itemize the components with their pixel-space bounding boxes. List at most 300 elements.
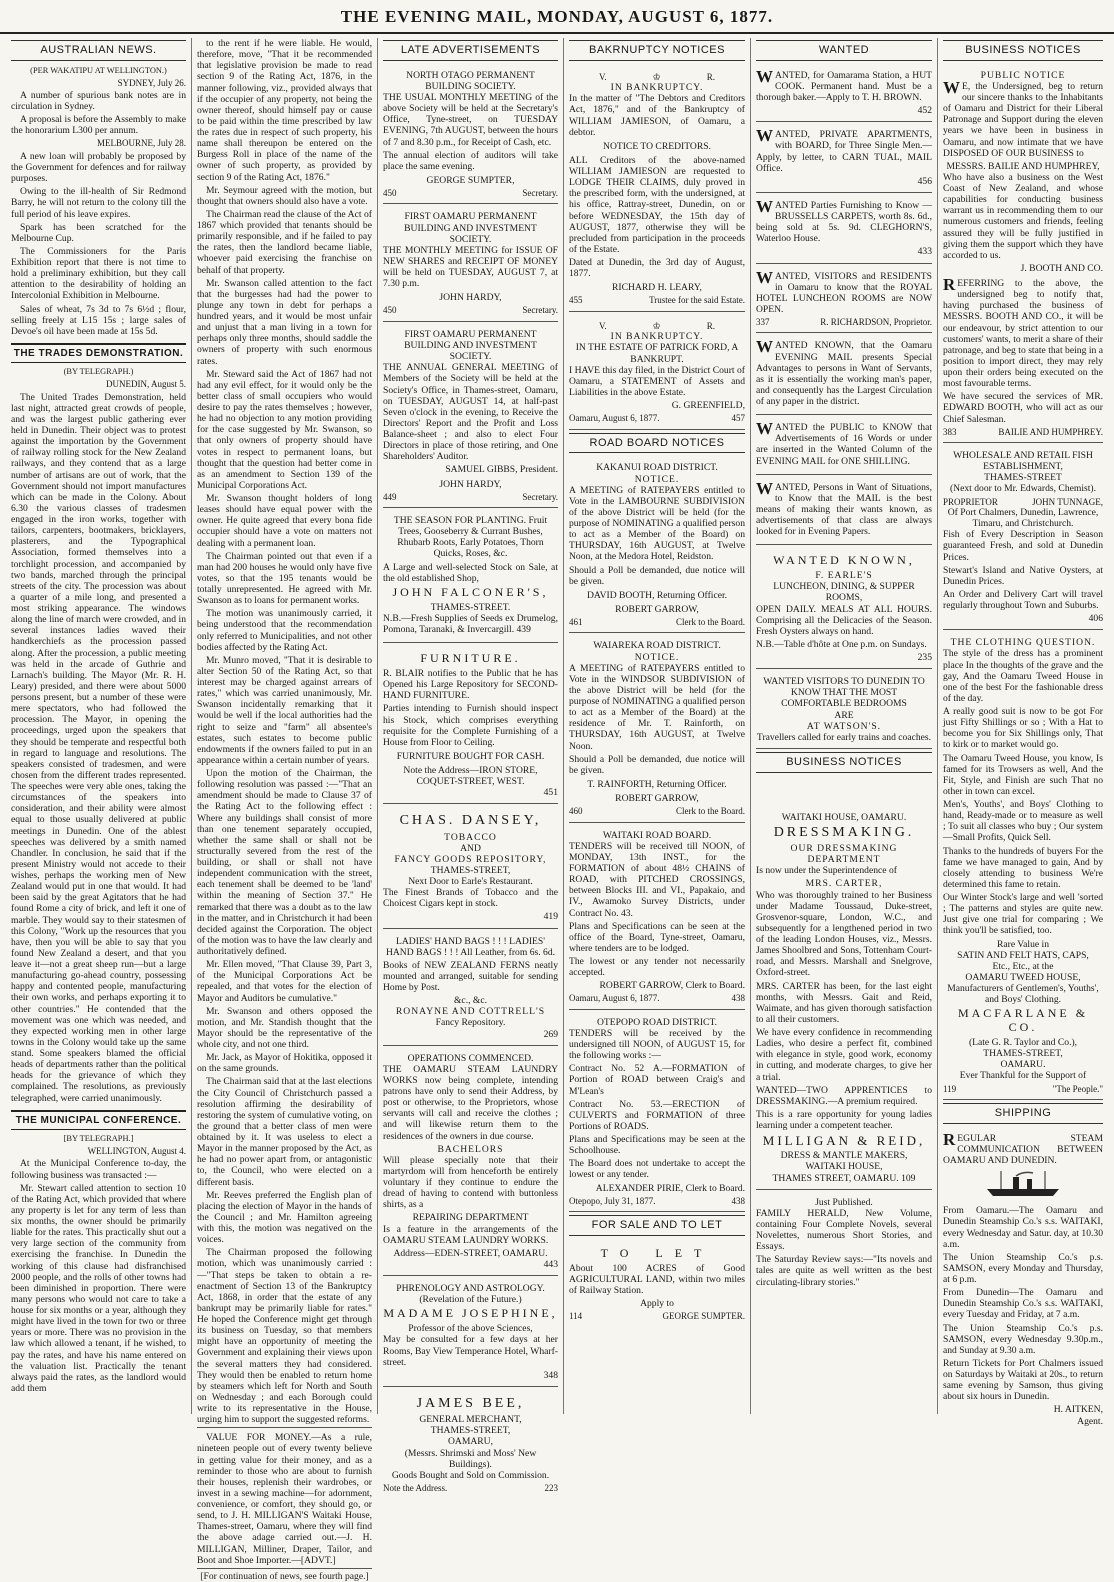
notice-signature: BAILIE AND HUMPHREY.: [998, 426, 1103, 437]
ad-title: CHAS. DANSEY,: [399, 813, 542, 829]
article-paragraph: Mr. Swanson thought holders of long leases should have equal power with the owner. He quite agreed that every bona fide occupier should have a vote on matters not dealing with a permanent loan.: [197, 493, 372, 549]
newspaper-title: THE EVENING MAIL, MONDAY, AUGUST 6, 1877.: [340, 7, 774, 26]
byline: (BY TELEGRAPH.): [63, 367, 134, 377]
ad-line: SATIN AND FELT HATS, CAPS,: [957, 949, 1089, 961]
ad-body: THE SEASON FOR PLANTING. Fruit Trees, Gooseberry & Currant Bushes, Rhubarb Roots, Early Potatoes, Thorn Quicks, Roses, &c.: [393, 515, 548, 560]
ad-street: THAMES-STREET: [984, 472, 1062, 484]
ad-title: LADIES' HAND BAGS ! ! ! LADIES' HAND BAGS ! ! ! All Leather, from 6s. 6d.: [385, 935, 556, 958]
ad-body: We have every confidence in recommending Ladies, who desire a perfect fit, combined with elegance in style, good work, economy in cutting, and moderate charges, to give her a trial.: [756, 1027, 932, 1083]
ad-signature: H. AITKEN,: [1053, 1404, 1103, 1416]
ad-family-herald: [756, 1193, 932, 1295]
dateline: MELBOURNE, July 28.: [96, 138, 186, 149]
ad-address: Note the Address—IRON STORE, COQUET-STREET, WEST.: [403, 765, 538, 788]
ad-line: AND: [460, 842, 481, 854]
royal-cipher-v: V.: [599, 71, 607, 82]
ad-line: Fancy Repository.: [435, 1017, 506, 1029]
ad-title: OPERATIONS COMMENCED.: [407, 1052, 534, 1064]
section-wanted: WANTED: [756, 40, 932, 61]
notice-number: 461: [569, 617, 583, 627]
ad-line: TOBACCO: [444, 831, 497, 843]
ad-number: 348: [543, 1369, 558, 1381]
article-paragraph: Mr. Swanson and others opposed the motion, and Mr. Standish thought that the Mayor should be the representative of the whole city, and not one third.: [197, 1005, 372, 1050]
ad-line: WAITAKI HOUSE,: [805, 1161, 883, 1173]
article-paragraph: The Chairman said that at the last elections the City Council of Christchurch passed a resolution affirming the desirability of restoring the system of cumulative voting, on the ground that a better class of men were obtained by it. It was useless to elect a Mayor in the manner proposed by the Act, as he had no power apart from, or antagonistic to, the Council, who were elected on a different basis.: [197, 1076, 372, 1188]
steamship-icon: [943, 1169, 1103, 1202]
ad-line: OAMARU.: [1000, 1059, 1046, 1071]
column-6: [938, 38, 1108, 1427]
article-paragraph: Mr. Seymour agreed with the motion, but thought that owners should also have a vote.: [197, 184, 372, 207]
column-2: [192, 38, 378, 1582]
section-business-notices-2: BUSINESS NOTICES: [943, 40, 1103, 61]
byline: [BY TELEGRAPH.]: [63, 1134, 134, 1144]
notice-body: Dated at Dunedin, the 3rd day of August, 1877.: [569, 257, 745, 280]
ad-subtitle: LUNCHEON, DINING, & SUPPER ROOMS,: [773, 581, 915, 604]
notice-body: The Board does not undertake to accept the lowest or any tender.: [569, 1158, 745, 1181]
ad-body: The Saturday Review says:—"Its novels and tales are quite as well written as the best circulating-library stories.": [756, 1254, 932, 1288]
ad-body: FAMILY HERALD, New Volume, containing Four Complete Novels, several Novelettes, numerous Short Stories, and Essays.: [756, 1207, 932, 1253]
royal-cipher-v: V.: [599, 320, 607, 331]
section-road-board-notices: ROAD BOARD NOTICES: [569, 433, 745, 454]
ad-line: &c., &c.: [453, 995, 488, 1007]
notice-footer-row: [569, 617, 745, 627]
ad-footer-row: [756, 317, 932, 327]
ad-name: MADAME JOSEPHINE,: [383, 1306, 558, 1321]
ad-number: 337: [756, 317, 770, 327]
ad-footer-row: [943, 1084, 1103, 1094]
wanted-carpets: [756, 196, 932, 264]
ad-body: An Order and Delivery Cart will travel regularly throughout Town and Suburbs.: [943, 588, 1103, 611]
ad-line: Etc., Etc., at the: [992, 960, 1054, 972]
notice-body: Plans and Specifications may be seen at the Schoolhouse.: [569, 1134, 745, 1157]
ad-line: Travellers called for early trains and coaches.: [756, 731, 932, 743]
ad-body: N.B.—Table d'hôte at One p.m. on Sundays.: [756, 638, 927, 650]
article-paragraph: Upon the motion of the Chairman, the following resolution was passed :—"That an amendment should be made to Clause 37 of the Rating Act to the following effect : Where any buildings shall consist of more than one tenement separately occupied, whether the same shall or shall not be structurally severed from the rest of the building, or shall or shall not have independent communication with the street, each tenement shall be deemed to be 'land' within the meaning of Section 37." He remarked that there was a doubt as to the law in the matter, and in Christchurch it had been decided against the Corporation. The object of the motion was to have the law clearly and authoritatively defined.: [197, 768, 372, 957]
notice-number: 455: [569, 295, 583, 306]
ad-line: Next Door to Earle's Restaurant.: [408, 876, 533, 888]
article-paragraph: Mr. Reeves preferred the English plan of placing the election of Mayor in the hands of the Council ; and Mr. Hamilton agreeing with this, the motion was negatived on the voices.: [197, 1189, 372, 1246]
ad-line: Goods Bought and Sold on Commission.: [391, 1469, 550, 1481]
ad-title: FIRST OAMARU PERMANENT BUILDING AND INVESTMENT SOCIETY.: [404, 211, 537, 245]
ad-name: AT WATSON'S.: [806, 720, 882, 732]
crest-icon: ♔: [652, 71, 661, 82]
article-paragraph: to the rent if he were liable. He would, therefore, move, "That it be recommended that legislative provision be made to read section 9 of the Rating Act, 1876, in the manner following, viz., provided always that if the occupier of any property, not being the owner thereof, should himself pay or cause to be paid within the time prescribed by law the rates due in respect of such property, his name shall thereupon be entered on the Burgess Roll in place of the name of the owner of such property, as provided by section 9 of the Rating Act, 1876.": [197, 38, 372, 183]
notice-signature: ROBERT GARROW,: [615, 793, 699, 805]
wanted-body: WANTED the PUBLIC to KNOW that Advertisements of 16 Words or under are inserted in the Wanted Column of the EVENING MAIL for ONE SHILLING.: [756, 419, 932, 467]
article-paragraph: Mr. Swanson called attention to the fact that the burgesses had had the power to plunge any town in debt for perhaps a hundred years, and it would be most unfair and unjust that a man living in a town for perhaps only three months, should saddle the owners of property with such enormous rates.: [197, 277, 372, 367]
article-paragraph: Sales of wheat, 7s 3d to 7s 6½d ; flour, selling freely at L15 15s ; large sales of Devoe's oil have been made at 15s 5d.: [11, 303, 186, 337]
ad-role: Secretary.: [522, 491, 558, 502]
ad-line: Apply to: [640, 1298, 674, 1310]
ad-to-let: [569, 1241, 745, 1327]
notice-court: IN BANKRUPTCY.: [610, 82, 704, 94]
ad-role: Secretary.: [522, 188, 558, 198]
notice-footer-row: [569, 993, 745, 1003]
ad-title: WAITAKI HOUSE, OAMARU.: [781, 811, 907, 823]
ad-first-oamaru-annual: [383, 325, 558, 508]
section-bankruptcy-notices: BAKRNUPTCY NOTICES: [569, 40, 745, 61]
notice-body: We have secured the services of MR. EDWARD BOOTH, who will act as our Chief Salesman.: [943, 391, 1103, 425]
poem-verse: The Oamaru Tweed House, you know, Is famed for its Trowsers as well, And the Fit, Style, and Finish are such That no other in town can excel.: [943, 752, 1103, 797]
ad-body: About 100 ACRES of Good AGRICULTURAL LAND, within two miles of Railway Station.: [569, 1262, 745, 1297]
ad-body: The annual election of auditors will take place the same evening.: [383, 149, 558, 172]
ad-body: From Dunedin—The Oamaru and Dunedin Steamship Co.'s s.s. WAITAKI, every Tuesday and Friday, at 7 a.m.: [943, 1287, 1103, 1321]
section-for-sale-and-to-let: FOR SALE AND TO LET: [569, 1215, 745, 1236]
page-columns: [0, 34, 1114, 1582]
ad-steam-communication: [943, 1129, 1103, 1432]
ad-body: Is a feature in the arrangements of the OAMARU STEAM LAUNDRY WORKS.: [383, 1223, 558, 1246]
notice-body: TENDERS will be received by the undersigned till NOON, of AUGUST 15, for the following works :—: [569, 1027, 745, 1062]
section-late-advertisements: LATE ADVERTISEMENTS: [383, 40, 558, 61]
article-paragraph: Mr. Munro moved, "That it is desirable to alter Section 50 of the Rating Act, so that interest may be charged against arrears of rates," which was carried unanimously, Mr. Swanson incidentally remarking that it would be well if the local authorities had the right to seize and "farm" all absentee's estates, such estates to become public endowments if the owners failed to put in an appearance within a certain number of years.: [197, 654, 372, 766]
ad-body: The Union Steamship Co.'s p.s. SAMSON, every Wednesday 9.30p.m., and Sunday at 9.30 a.m.: [943, 1322, 1103, 1356]
ad-waitaki-house-dressmaking: [756, 778, 932, 1190]
ad-body: The Finest Brands of Tobacco and the Choicest Cigars kept in stock.: [383, 887, 558, 910]
notice-body: Who have also a business on the West Coast of New Zealand, and whose capabilities for conducting business warrant us in recommending them to our numerous customers and friends, feeling assured they will be fully justified in giving them the support which they have accorded to us.: [943, 171, 1103, 261]
ad-north-otago-building-society: [383, 66, 558, 205]
section-shipping: SHIPPING: [943, 1103, 1103, 1124]
ad-address: Address—EDEN-STREET, OAMARU.: [393, 1247, 548, 1259]
article-paragraph: Owing to the ill-health of Sir Redmond Barry, he will not return to the colony till the full period of his leave expires.: [11, 186, 186, 220]
ad-body: May be consulted for a few days at her Rooms, Bay View Temperance Hotel, Wharf-street.: [383, 1334, 558, 1368]
notice-otepopo-road: [569, 1013, 745, 1212]
ad-role: Secretary.: [522, 305, 558, 316]
ad-title: THE CLOTHING QUESTION.: [950, 637, 1096, 649]
article-paragraph: The United Trades Demonstration, held last night, attracted great crowds of people, and was the largest public gathering ever held in Dunedin. Their object was to protest against the importation by the Government of railway rolling stock for the New Zealand railways, and they contend that as a large number of artisans are out of work, that the Government should not import manufactures which can be made in the Colony. About 6.30 the various classes of tradesmen engaged in the iron works, together with tailors, carpenters, bootmakers, bricklayers, plasterers, and the Typographical Association, formed themselves into a torchlight procession, and accompanied by two bands, marched through the principal streets of the city. The procession was about a quarter of a mile long, and presented a most striking appearance. The windows along the line of march were crowded, and in several instances ladies waved their handkerchiefs as the procession passed along. After the procession, a public meeting was held in the arcade of Guthrie and Larnach's building. The Mayor (Mr. R. H. Leary) presided, and there were about 5000 persons present, but a number of these were mere spectators, who had followed the procession. The Mayor, in opening the proceedings, urged upon the speakers that they should be temperate and respectful both in regard to language and resolutions. The speakers consisted of tradesmen, and were chosen from the different trades represented. The speeches were very able ones, taking the circumstances of the speakers into consideration, and their ability were almost equal to those usually delivered at public meetings in Dunedin. One of the ablest speeches was delivered by a smith named Chandler. In conclusion, he said that if the present Ministry would not accede to their wishes, perhaps the working men of New Zealand would put in one that would. It had been said by the great Agitators that he had found Rome a city of brick, and left it one of marble. They would say to their statesmen of this Colony, "Work up the resources that you have, then you will be able to say that you found New Zealand a desert, and that you leave it—not a great sheep run—but a large manufacturing go-ahead country, possessing happy and contented people, manufacturing their own works, and perhaps exporting it to other countries." He contended that the movement was one which was needed, and they expected working men in other large towns in the Colony would take up the same stand. Some speakers blamed the official heads of departments rather than the political heads for the grievance of which they complained. The resolutions, as previously telegraphed, were carried unanimously.: [11, 391, 186, 1104]
advertorial-paragraph: VALUE FOR MONEY.—As a rule, nineteen people out of every twenty believe in getting value for their money, and as a reminder to those who are about to furnish their houses, replenish their wardrobes, or invest in a sewing machine—for adornment, convenience, or comfort, they should go, or send, to J. H. MILLIGAN'S Waitaki House, Thames-street, Oamaru, where they will find the above adage carried out.—J. H. MILLIGAN, Milliner, Draper, Tailor, and Boot and Shoe Importer.—[ADVT.]: [197, 1427, 372, 1566]
column-3: [378, 38, 564, 1493]
poem-verse: A really good suit is now to be got For just Fifty Shillings or so ; With a Hat to become you for Six Shillings only, That to kirk or to market would go.: [943, 706, 1103, 751]
article-paragraph: The Chairman read the clause of the Act of 1867 which provided that tenants should be primarily responsible, and if he failed to pay the rates, then the landlord became liable, whoever paid exercising the franchise on behalf of that property.: [197, 208, 372, 276]
article-paragraph: A number of spurious bank notes are in circulation in Sydney.: [11, 89, 186, 113]
article-paragraph: A new loan will probably be proposed by the Government for defences and for railway purposes.: [11, 150, 186, 185]
wanted-watsons: [756, 672, 932, 749]
ad-street: THAMES-STREET,: [430, 864, 511, 876]
ad-fish-establishment: [943, 446, 1103, 630]
article-paragraph: Mr. Jack, as Mayor of Hokitika, opposed it on the same grounds.: [197, 1052, 372, 1075]
notice-subtitle: NOTICE.: [634, 473, 680, 485]
ad-footer-row: [383, 305, 558, 315]
wanted-body: WANTED, PRIVATE APARTMENTS, with BOARD, for Three Single Men.—Apply, by letter, to CARN TUAL, MAIL Office.: [756, 126, 932, 174]
ad-signature: JOHN HARDY,: [439, 292, 502, 304]
ad-body: Return Tickets for Port Chalmers issued on Saturdays by Waitaki at 20s., to return same evening by Samson, thus giving about six hours in Dunedin.: [943, 1357, 1103, 1403]
notice-footer-row: [569, 1196, 745, 1206]
article-paragraph: At the Municipal Conference to-day, the following business was transacted :—: [11, 1158, 186, 1181]
notice-role: Clerk to the Board.: [676, 806, 745, 817]
notice-signature: T. RAINFORTH, Returning Officer.: [587, 778, 727, 790]
notice-number: 457: [731, 413, 745, 424]
ad-number: 452: [917, 105, 932, 117]
ad-signature: JOHN HARDY,: [439, 478, 502, 490]
notice-footer-row: [569, 413, 745, 423]
article-paragraph: The motion was unanimously carried, it being understood that the recommendation only referred to Municipalities, and not other bodies affected by the Rating Act.: [197, 608, 372, 653]
dateline: SYDNEY, July 26.: [117, 77, 186, 88]
poem-verse: The style of the dress has a prominent place In the thoughts of the grave and the gay, And the Oamaru Tweed House in one of the best For the fashionable dress of the day.: [943, 648, 1103, 704]
notice-footer-row: [569, 806, 745, 816]
ad-subtitle: FURNITURE BOUGHT FOR CASH.: [396, 750, 545, 762]
ad-number: 451: [543, 787, 558, 799]
notice-title: NOTICE TO CREDITORS.: [603, 140, 711, 152]
ad-title: FURNITURE.: [420, 651, 521, 666]
ad-line: Professor of the above Sciences,: [408, 1323, 533, 1335]
notice-body: TENDERS will be received till NOON, of MONDAY, 13th INST., for the FORMATION of about 48½ CHAINS of ROAD, with PITCHED CROSSINGS, between Blocks III. and VI., Papakaio, and IV., Awamoko Survey Districts, under Contract No. 43.: [569, 840, 745, 919]
wanted-hut-cook: [756, 66, 932, 123]
ad-body: Is now under the Superintendence of: [756, 865, 897, 877]
ad-body: R. BLAIR notifies to the Public that he has Opened his Large Repository for SECOND-HAND FURNITURE.: [383, 668, 558, 702]
article-paragraph: Mr. Stewart called attention to section 10 of the Rating Act, which provided that where any property is let for any term of less than six months, the owner should be primarily liable for the rates. This practically shut out a very large section of the community from exercising the franchise. In Dunedin the working of this clause had disfranchised 2000 people, and the rolls of other towns had been diminished in proportion. There were many persons who would not care to take a house for six months or a year, although they might have lived in the town for two or three years or more. There was no provision in the law which allowed a tenant, if he wished, to pay the rates, and have his name entered on the valuation list. Practically the tenant always paid the rates, as the landlord would add them: [11, 1182, 186, 1394]
ad-number: 419: [543, 911, 558, 923]
ad-line: (Messrs. Shrimski and Moss' New Buildings).: [404, 1447, 537, 1470]
ad-planting-season: [383, 511, 558, 643]
ad-proprietor-row: [943, 497, 1103, 507]
ad-line: OAMARU TWEED HOUSE,: [965, 971, 1081, 983]
byline: (PER WAKATIPU AT WELLINGTON.): [30, 65, 167, 75]
notice-body: A MEETING of RATEPAYERS entitled to Vote in the LAMBOURNE SUBDIVISION of the above District will be held (for the purpose of NOMINATING a qualified person to act as a Member of the Board) on THURSDAY, 16th AUGUST, at Twelve Noon, at the Medora Hotel, Reidston.: [569, 484, 745, 563]
article-paragraph: Spark has been scratched for the Melbourne Cup.: [11, 221, 186, 244]
notice-signature: J. BOOTH AND CO.: [1020, 262, 1103, 274]
notice-signature: G. GREENFIELD,: [671, 400, 745, 412]
ad-first-oamaru-monthly: [383, 207, 558, 321]
ad-body: Will please specially note that their martyrdom will from henceforth be entirely voluntary if they continue to endure the dread of having to contend with buttonless shirts, as a: [383, 1154, 558, 1211]
royal-arms-row: [569, 72, 745, 82]
notice-date: Otepopo, July 31, 1877.: [569, 1195, 656, 1206]
ad-number: 449: [383, 491, 397, 502]
ad-line: FANCY GOODS REPOSITORY,: [394, 853, 547, 865]
wanted-body: WANTED, for Oamarama Station, a HUT COOK. Permanent hand. Must be a thorough baker.—Apply to T. H. BROWN.: [756, 66, 932, 103]
ad-number: 114: [569, 1311, 583, 1322]
notice-title: KAKANUI ROAD DISTRICT.: [596, 462, 718, 474]
ad-title: FIRST OAMARU PERMANENT BUILDING AND INVESTMENT SOCIETY.: [404, 328, 537, 363]
ad-number: 119: [943, 1083, 957, 1094]
ad-body: Fish of Every Description in Season guaranteed Fresh, and sold at Dunedin Prices.: [943, 529, 1103, 563]
section-australian-news: AUSTRALIAN NEWS.: [11, 40, 186, 61]
ad-line: Manufacturers of Gentlemen's, Youths', and Boys' Clothing.: [947, 983, 1099, 1006]
ad-name: JOHN FALCONER'S,: [392, 584, 549, 599]
ad-number: 433: [917, 246, 932, 258]
wanted-body: WANTED, VISITORS and RESIDENTS in Oamaru to know that the ROYAL HOTEL LUNCHEON ROOMS are NOW OPEN.: [756, 267, 932, 315]
ad-signature: R. RICHARDSON, Proprietor.: [820, 317, 932, 327]
ad-body: THE OAMARU STEAM LAUNDRY WORKS now being complete, intending patrons have only to send their Address, by post or otherwise, to the Proprietors, whose servants will call and receive the clothes ; and will likewise return them to the residences of the owners in due course.: [383, 1063, 558, 1142]
notice-number: 460: [569, 806, 583, 817]
notice-title: PUBLIC NOTICE: [980, 69, 1066, 81]
poem-verse: Our Winter Stock's large and well 'sorted ; The patterns and styles are quite new. Just give one trial for comparing ; We think you'll be satisfied, too.: [943, 892, 1103, 937]
ad-title: NORTH OTAGO PERMANENT BUILDING SOCIETY.: [406, 69, 535, 92]
ad-line: (Next door to Mr. Edwards, Chemist).: [949, 483, 1097, 495]
royal-arms-row: [569, 321, 745, 331]
notice-waiareka-road: [569, 636, 745, 822]
notice-role: Trustee for the said Estate.: [649, 295, 745, 306]
ad-name: JAMES BEE,: [416, 1395, 525, 1411]
ad-line: Ever Thankful for the Support of: [959, 1070, 1087, 1082]
ad-body: WANTED—TWO APPRENTICES to DRESSMAKING.—A premium required.: [756, 1084, 932, 1107]
ad-heading: DRESSMAKING.: [773, 824, 915, 840]
notice-body: REFERRING to the above, the undersigned beg to notify that, having purchased the business of MESSRS. BOOTH AND CO., it will be our endeavour, by strict attention to our customers' wants, to merit a share of their patronage, and beg to state that being in a position to import direct, they may rely upon their orders being executed on the most favourable terms.: [943, 275, 1103, 390]
ad-phrenology: [383, 1279, 558, 1387]
ad-title: PHRENOLOGY AND ASTROLOGY.: [396, 1283, 545, 1295]
ad-line: Of Port Chalmers, Dunedin, Lawrence, Timaru, and Christchurch.: [947, 507, 1099, 530]
headline-trades-demonstration: THE TRADES DEMONSTRATION.: [11, 343, 186, 364]
wanted-body: WANTED KNOWN, that the Oamaru EVENING MAIL presents Special Advantages to persons in Want of Servants, as it is essentially the working man's paper, and consequently has the Largest Circulation of any paper in the district.: [756, 337, 932, 408]
ad-title: TO LET: [600, 1245, 714, 1260]
masthead: [0, 0, 1114, 34]
ad-number: 456: [917, 175, 932, 187]
article-paragraph: Mr. Ellen moved, "That Clause 39, Part 3, of the Municipal Corporations Act be repealed, and that votes for the election of Mayor and Auditors be cumulative.": [197, 959, 372, 1004]
ad-line: OAMARU,: [447, 1436, 494, 1448]
notice-title: IN THE ESTATE OF PATRICK FORD, A BANKRUPT.: [575, 342, 739, 365]
ad-body: Books of NEW ZEALAND FERNS neatly mounted and arranged, suitable for sending Home by Post.: [383, 959, 558, 994]
ad-subtitle: (Revelation of the Future.): [419, 1294, 522, 1306]
royal-cipher-r: R.: [706, 320, 715, 331]
ad-body: MRS. CARTER has been, for the last eight months, with Messrs. Gait and Reid, Waimate, and has given thorough satisfaction to all their customers.: [756, 980, 932, 1025]
wanted-body: WANTED, Persons in Want of Situations, to Know that the MAIL is the best means of making their wants known, as advertisements of that class are always looked for in Evening Papers.: [756, 478, 932, 538]
crest-icon: ♔: [652, 320, 661, 331]
ad-line: (Late G. R. Taylor and Co.),: [968, 1037, 1078, 1049]
ad-name: JOHN TUNNAGE,: [1032, 496, 1103, 507]
ad-name: RONAYNE AND COTTRELL'S: [395, 1006, 546, 1018]
ad-body: A Large and well-selected Stock on Sale, at the old established Shop,: [383, 561, 558, 584]
column-4: [564, 38, 751, 1414]
ad-furniture: [383, 646, 558, 804]
ad-subtitle: REPAIRING DEPARTMENT: [412, 1212, 529, 1224]
notice-body: A MEETING of RATEPAYERS entitled to Vote in the WINDSOR SUBDIVISION of the above District will be held (for the purpose of NOMINATING a qualified person to act as a Member of the Board) at the residence of Mr. T. Rainforth, on THURSDAY, 16th AUGUST, at Twelve Noon.: [569, 662, 745, 752]
notice-kakanui-road: [569, 458, 745, 633]
notice-title: WAITAKI ROAD BOARD.: [602, 829, 712, 841]
continuation-note: [For continuation of news, see fourth page.]: [197, 1568, 372, 1582]
ad-james-bee: [383, 1390, 558, 1498]
ad-body: Who was thoroughly trained to her Business under Madame Toussaud, Duke-street, Grosvenor-square, London, W.C., and subsequently for a lengthened period in two of the leading London Houses, viz., Messrs. James Shoolbred and Sons, Tottenham Court-road, and Messrs. Marshall and Snelgrove, Oxford-street.: [756, 889, 932, 979]
ad-number: 450: [383, 188, 397, 198]
column-1: [6, 38, 192, 1414]
ad-address: THAMES STREET, OAMARU. 109: [772, 1172, 916, 1184]
ad-signature: GEORGE SUMPTER.: [662, 1311, 745, 1322]
headline-municipal-conference: THE MUNICIPAL CONFERENCE.: [11, 1110, 186, 1131]
ad-footer-row: [569, 1311, 745, 1321]
wanted-royal-hotel: [756, 267, 932, 334]
notice-body: Contract No. 53.—ERECTION of CULVERTS and FORMATION of three Portions of ROADS.: [569, 1098, 745, 1132]
ad-line: "The People.": [1052, 1083, 1103, 1094]
ad-line: Just Published.: [815, 1196, 873, 1208]
notice-footer-row: [943, 427, 1103, 437]
notice-subtitle: NOTICE.: [634, 651, 680, 663]
ad-signature: GEORGE SUMPTER,: [426, 174, 515, 186]
wanted-body: WANTED Parties Furnishing to Know —BRUSSELLS CARPETS, worth 8s. 6d., being sold at 5s. 9d. CLEGHORN'S, Waterloo House.: [756, 196, 932, 245]
ad-body: THE MONTHLY MEETING for ISSUE OF NEW SHARES and RECEIPT OF MONEY will be held on TUESDAY, AUGUST 7, at 7.30 p.m.: [383, 244, 558, 290]
wanted-public-to-know: [756, 418, 932, 475]
notice-signature: RICHARD H. LEARY,: [612, 282, 702, 294]
notice-name: MESSRS. BAILIE AND HUMPHREY,: [946, 160, 1100, 172]
section-business-notices: BUSINESS NOTICES: [756, 752, 932, 773]
ad-body: Stewart's Island and Native Oysters, at Dunedin Prices.: [943, 564, 1103, 587]
ad-name: F. EARLE'S: [815, 570, 873, 582]
royal-cipher-r: R.: [706, 71, 715, 82]
wanted-persons-situations: [756, 478, 932, 546]
poem-verse: Thanks to the hundreds of buyers For the fame we have managed to gain, And by closely attending to business We're determined this fame to retain.: [943, 845, 1103, 890]
notice-role: Clerk to the Board.: [676, 617, 745, 627]
ad-number: 235: [917, 652, 932, 664]
ad-number: 450: [383, 305, 397, 316]
notice-body: ALL Creditors of the above-named WILLIAM JAMIESON are requested to LODGE THEIR CLAIMS, duly proved in the prescribed form, with the undersigned, at his office, Rattray-street, Dunedin, on or before WEDNESDAY, the 15th day of AUGUST, 1877, otherwise they will be precluded from participation in the proceeds of the Estate.: [569, 154, 745, 255]
ad-steam-laundry: [383, 1049, 558, 1276]
article-paragraph: The Chairman proposed the following motion, which was unanimously carried :—"That steps be taken to obtain a re-enactment of Section 13 of the Bankruptcy Act, 1868, in order that the estate of any bankrupt may be primarily liable for rates." He hoped the Conference might get through its business on Tuesday, so that members might have an opportunity of meeting the Government and explaining their views upon the several matters they had considered. They would then be enabled to return home by steamers which left for North and South on Wednesday ; and each Borough could write to its representative in the House, urging him to support the suggested reforms.: [197, 1247, 372, 1426]
article-paragraph: Mr. Steward said the Act of 1867 had not had any evil effect, for it would only be the better class of small occupiers who would desire to pay the rates themselves ; however, he had no objection to any motion providing for the case suggested by Mr. Swanson, so that only owners of property should have votes in respect to permanent loans, but thought that the question had better come in as an amendment to Section 139 of the Municipal Corporations Act.: [197, 368, 372, 491]
notice-signature: ROBERT GARROW,: [615, 603, 699, 615]
ad-body: The Union Steamship Co.'s p.s. SAMSON, every Monday and Thursday, at 6 p.m.: [943, 1251, 1103, 1285]
poem-verse: Men's, Youths', and Boys' Clothing to hand, Ready-made or to measure as well ; To suit all classes who buy ; Our system—Small Profits, Quick Sell.: [943, 799, 1103, 844]
ad-title: WANTED VISITORS TO DUNEDIN TO KNOW THAT THE MOST COMFORTABLE BEDROOMS: [763, 676, 925, 710]
ad-role: Agent.: [1077, 1415, 1103, 1427]
ad-footer-row: [383, 492, 558, 502]
article-paragraph: The Chairman pointed out that even if a man had 200 houses he would only have five votes, so that the 195 tenants would be totally unrepresented. He agreed with Mr. Swanson as to loans for permanent works.: [197, 550, 372, 607]
notice-ford-bankruptcy: [569, 315, 745, 430]
notice-body: The lowest or any tender not necessarily accepted.: [569, 956, 745, 979]
ad-name: MACFARLANE & CO.: [957, 1006, 1089, 1035]
ad-line: DRESS & MANTLE MAKERS,: [780, 1150, 908, 1162]
notice-body: Should a Poll be demanded, due notice will be given.: [569, 564, 745, 587]
ad-body: Parties intending to Furnish should inspect his Stock, which comprises everything requisite for the Complete Furnishing of a House from Floor to Ceiling.: [383, 703, 558, 748]
ad-line: THAMES-STREET,: [430, 1425, 511, 1437]
ad-number: 269: [543, 1028, 558, 1040]
ad-subtitle: OUR DRESSMAKING DEPARTMENT: [790, 843, 898, 866]
wanted-earles-rooms: [756, 548, 932, 669]
notice-number: 383: [943, 426, 957, 437]
notice-waitaki-road: [569, 826, 745, 1010]
ad-name: MILLIGAN & REID,: [762, 1133, 926, 1149]
notice-body: WE, the Undersigned, beg to return our sincere thanks to the Inhabitants of Oamaru and District for their Liberal Patronage and Support during the eleven years we have been in business in Oamaru, and now intimate that we have DISPOSED OF OUR BUSINESS to: [943, 77, 1103, 159]
ad-body: THE ANNUAL GENERAL MEETING of Members of the Society will be held at the Society's Office, in Thames-street, Oamaru, on TUESDAY, AUGUST 14, at half-past Seven o'clock in the evening, to Receive the Directors' Report and the Profit and Loss Balance-sheet ; and also to elect Four Directors in place of those retiring, and One Shareholders' Auditor.: [383, 362, 558, 463]
ad-name: MRS. CARTER,: [805, 878, 883, 890]
dateline: DUNEDIN, August 5.: [106, 379, 186, 390]
notice-signature: ROBERT GARROW, Clerk to Board.: [599, 980, 745, 992]
ad-number: 223: [544, 1482, 558, 1493]
ad-line: Note the Address.: [383, 1482, 448, 1493]
ad-body: From Oamaru.—The Oamaru and Dunedin Steamship Co.'s s.s. WAITAKI, every Wednesday and Satur. day, at 10.30 a.m.: [943, 1205, 1103, 1250]
ad-line: Rare Value in: [996, 938, 1050, 950]
ad-title: WANTED KNOWN,: [773, 553, 915, 568]
notice-signature: ALEXANDER PIRIE, Clerk to Board.: [595, 1182, 745, 1194]
notice-body: Contract No. 52 A.—FORMATION of Portion of ROAD between Craig's and M'Lean's: [569, 1063, 745, 1097]
ad-street: THAMES-STREET,: [983, 1048, 1063, 1060]
article-paragraph: A proposal is before the Assembly to make the honorarium L300 per annum.: [11, 114, 186, 137]
notice-body: Plans and Specifications can be seen at the office of the Board, Tyne-street, Oamaru, where tenders are to be lodged.: [569, 920, 745, 954]
ad-footer-row: [383, 188, 558, 198]
notice-number: 438: [731, 1195, 745, 1206]
notice-signature: DAVID BOOTH, Returning Officer.: [586, 589, 728, 601]
ad-line: ARE: [834, 709, 854, 721]
notice-jamieson-bankruptcy: [569, 66, 745, 312]
ad-body: OPEN DAILY. MEALS AT ALL HOURS. Comprising all the Delicacies of the Season. Fresh Oysters always on hand.: [756, 603, 932, 637]
notice-body: I HAVE this day filed, in the District Court of Oamaru, a STATEMENT of Assets and Liabilities in the above Estate.: [569, 364, 745, 398]
ad-label: PROPRIETOR: [943, 496, 998, 507]
ad-body: THE USUAL MONTHLY MEETING of the above Society will be held at the Secretary's Office, Tyne-street, on TUESDAY EVENING, 7th AUGUST, between the hours of 7 and 8.30 p.m., for Receipt of Cash, etc.: [383, 92, 558, 148]
article-paragraph: The Commissioners for the Paris Exhibition report that there is not time to hold a preliminary exhibition, but they call attention to the desirability of holding an Intercolonial Exhibition in Melbourne.: [11, 245, 186, 302]
notice-court: IN BANKRUPTCY.: [610, 331, 704, 343]
notice-title: OTEPOPO ROAD DISTRICT.: [596, 1016, 717, 1028]
ad-chas-dansey: [383, 807, 558, 928]
ad-body: N.B.—Fresh Supplies of Seeds ex Drumelog, Pomona, Taranaki, & Invercargill. 439: [383, 612, 558, 635]
notice-number: 438: [731, 993, 745, 1004]
ad-subtitle: BACHELORS: [437, 1143, 504, 1155]
ad-body: This is a rare opportunity for young ladies learning under a competent teacher.: [756, 1108, 932, 1132]
notice-booth-and-co: [943, 66, 1103, 443]
notice-body: In the matter of "The Debtors and Creditors Act, 1876," and of the Bankruptcy of WILLIAM JAMIESON, of Oamaru, a debtor.: [569, 93, 745, 138]
ad-line: GENERAL MERCHANT,: [419, 1414, 522, 1426]
notice-date: Oamaru, August 6, 1877.: [569, 413, 660, 424]
wanted-apartments: [756, 125, 932, 193]
ad-number: 406: [1088, 613, 1103, 625]
notice-body: Should a Poll be demanded, due notice will be given.: [569, 753, 745, 776]
wanted-known-evening-mail: [756, 336, 932, 415]
ad-signature: SAMUEL GIBBS, President.: [445, 464, 558, 476]
ad-number: 443: [543, 1258, 558, 1270]
